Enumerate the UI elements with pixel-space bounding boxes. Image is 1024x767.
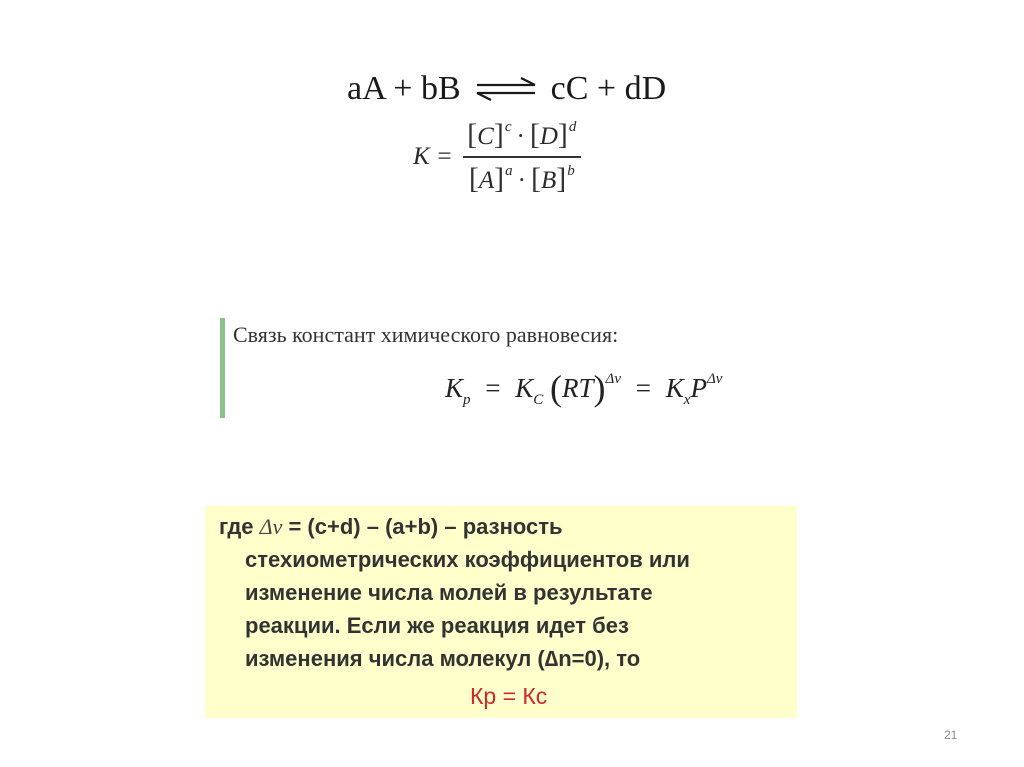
fraction-bar <box>463 156 581 158</box>
relation-title: Связь констант химического равновесия: <box>233 322 619 347</box>
reaction-equation <box>347 70 666 108</box>
relation-formula: $K_p = K_C$ $(RT)^{\Delta\nu} = K_xP^{\Delta\nu}$ <box>445 368 723 408</box>
note-line-3: изменение числа молей в результате <box>245 580 653 605</box>
exp1: Δν <box>605 371 622 387</box>
delta-nu-symbol: Δν <box>259 514 283 539</box>
page-number: 21 <box>944 728 958 742</box>
eq1: = <box>485 373 501 403</box>
note-line1-rest: = (c+d) – (a+b) – разность <box>288 514 563 539</box>
eq2: = <box>635 373 651 403</box>
exponent-b: b <box>567 162 575 179</box>
k-fraction <box>463 116 581 198</box>
note-line-2: стехиометрических коэффициентов или <box>245 547 690 572</box>
equilibrium-arrow-icon <box>473 77 539 101</box>
relation-accent-bar <box>220 318 225 418</box>
note-line-1 <box>219 514 563 540</box>
note-box <box>205 506 797 718</box>
equilibrium-constant-expression <box>413 116 581 198</box>
exponent-d: d <box>568 119 577 135</box>
k-lhs: K = <box>413 142 453 170</box>
exp2: Δν <box>706 371 723 387</box>
note-result: Кр = Кс <box>470 683 548 709</box>
kc-sub: C <box>533 392 544 408</box>
p: P <box>690 373 707 403</box>
species-a: A <box>478 166 495 194</box>
species-c: C <box>477 123 494 150</box>
exponent-c: c <box>504 119 512 135</box>
kx-sub: x <box>683 392 691 408</box>
k-denominator: [ A ] a · [ B ] b <box>468 161 575 195</box>
kx: K <box>665 373 684 403</box>
note-line-5: изменения числа молекул (∆n=0), то <box>245 646 641 671</box>
kp-sub: p <box>463 392 471 408</box>
species-b: B <box>540 166 557 194</box>
rt: RT <box>562 373 594 403</box>
reaction-left: aA + bB <box>347 70 461 107</box>
exponent-a: a <box>505 162 513 179</box>
note-prefix: где <box>219 514 254 539</box>
note-line-4: реакции. Если же реакция идет без <box>245 613 629 638</box>
species-d: D <box>539 123 558 150</box>
kc: K <box>515 373 534 403</box>
k-numerator: [ C ] c · [ D ] d <box>467 118 577 151</box>
kp: K <box>445 373 464 403</box>
reaction-right: cC + dD <box>550 70 667 107</box>
